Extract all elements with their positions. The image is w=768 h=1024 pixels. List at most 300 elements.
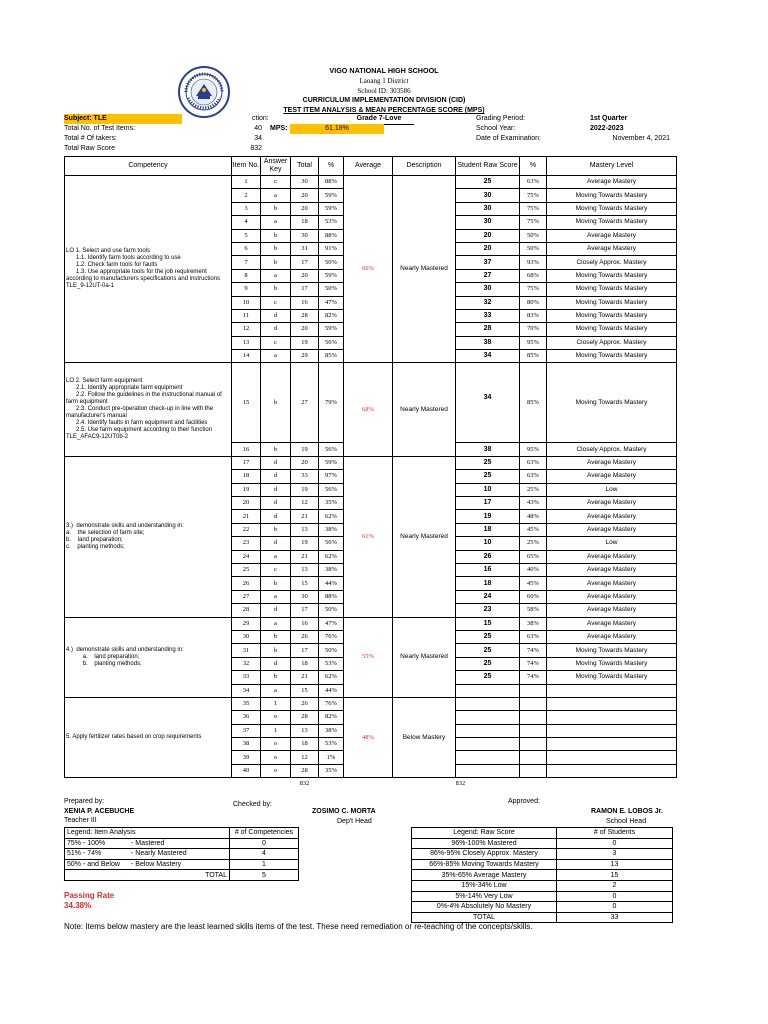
answer-key: 1 (261, 724, 291, 737)
item-total: 12 (291, 497, 319, 510)
col-header: Competency (65, 157, 232, 176)
item-percent: 56% (319, 336, 344, 349)
district-name: Laoang 1 District (359, 77, 409, 85)
item-total: 20 (291, 323, 319, 336)
answer-key: b (261, 242, 291, 255)
item-number: 23 (232, 537, 261, 550)
group-average: 55% (344, 617, 393, 697)
answer-key: a (261, 590, 291, 603)
answer-key: b (261, 644, 291, 657)
answer-key: d (261, 510, 291, 523)
item-percent: 82% (319, 711, 344, 724)
legend-row (412, 859, 673, 870)
student-raw-score: 30 (456, 202, 520, 215)
student-percent: 74% (520, 657, 547, 670)
student-raw-score: 34 (456, 350, 520, 363)
mastery-level: Moving Towards Mastery (547, 283, 677, 296)
student-percent: 38% (520, 617, 547, 630)
student-raw-score (456, 711, 520, 724)
school-name: VIGO NATIONAL HIGH SCHOOL (329, 66, 439, 75)
legend-range: 5%-14% Very Low (412, 891, 557, 902)
item-percent: 59% (319, 269, 344, 282)
answer-key: o (261, 751, 291, 764)
student-percent: 40% (520, 563, 547, 576)
mastery-level: Average Mastery (547, 617, 677, 630)
student-percent: 70% (520, 323, 547, 336)
competency-text: LO 1. Select and use farm tools 1.1. Identify farm tools according to use 1.2. Check farm tools for faults 1.3. Use appropriate tools for the job requirement according to manufacturers specifications and instructions TLE_9-12UT-0a-1 (66, 248, 221, 290)
col-header: Mastery Level (547, 157, 677, 176)
mastery-level (547, 711, 677, 724)
item-percent: 82% (319, 309, 344, 322)
item-total: 21 (291, 671, 319, 684)
student-percent (520, 724, 547, 737)
item-total: 13 (291, 563, 319, 576)
item-number: 13 (232, 336, 261, 349)
item-number: 25 (232, 563, 261, 576)
student-raw-score: 24 (456, 590, 520, 603)
student-raw-score: 30 (456, 189, 520, 202)
competency-cell (65, 697, 232, 777)
group-description: Below Mastery (393, 697, 456, 777)
item-percent: 97% (319, 470, 344, 483)
item-total: 20 (291, 202, 319, 215)
item-total: 30 (291, 229, 319, 242)
mastery-level: Average Mastery (547, 604, 677, 617)
mastery-level: Average Mastery (547, 577, 677, 590)
student-raw-score: 37 (456, 256, 520, 269)
student-raw-score: 38 (456, 336, 520, 349)
student-percent (520, 684, 547, 697)
legend-row (65, 849, 299, 860)
col-header: % (319, 157, 344, 176)
mastery-level: Average Mastery (547, 229, 677, 242)
student-percent: 25% (520, 537, 547, 550)
group-description: Nearly Mastered (393, 456, 456, 617)
legend-row (412, 870, 673, 881)
item-total: 12 (291, 751, 319, 764)
col-header: Description (393, 157, 456, 176)
totals-row (65, 778, 677, 791)
prepared-by-label: Prepared by: (64, 798, 105, 805)
item-number: 31 (232, 644, 261, 657)
legend-row (412, 880, 673, 891)
mastery-level: Moving Towards Mastery (547, 657, 677, 670)
mastery-level: Moving Towards Mastery (547, 644, 677, 657)
item-number: 4 (232, 216, 261, 229)
item-total: 27 (291, 363, 319, 443)
mastery-level: Low (547, 537, 677, 550)
legend-count: 3 (557, 849, 673, 860)
item-total: 16 (291, 296, 319, 309)
mastery-level: Average Mastery (547, 242, 677, 255)
mps-label: MPS: (270, 125, 288, 132)
answer-key: d (261, 456, 291, 469)
item-total: 16 (291, 617, 319, 630)
items-value: 40 (254, 125, 262, 132)
competency-cell (65, 363, 232, 456)
answer-key: a (261, 189, 291, 202)
mastery-level (547, 724, 677, 737)
answer-key: c (261, 176, 291, 189)
student-raw-score: 34 (456, 363, 520, 443)
item-total: 30 (291, 590, 319, 603)
item-number: 6 (232, 242, 261, 255)
item-total: 30 (291, 176, 319, 189)
legend-count: 2 (557, 880, 673, 891)
student-percent: 63% (520, 470, 547, 483)
mastery-level (547, 697, 677, 710)
student-raw-score (456, 738, 520, 751)
approved-label: Approved: (508, 798, 540, 805)
student-percent (520, 711, 547, 724)
item-percent: 50% (319, 644, 344, 657)
competency-cell (65, 176, 232, 363)
item-number: 34 (232, 684, 261, 697)
student-percent: 95% (520, 443, 547, 456)
student-raw-score: 25 (456, 456, 520, 469)
legend-total-label: TOTAL (65, 870, 230, 881)
legend-item-analysis (64, 827, 299, 881)
item-total: 13 (291, 724, 319, 737)
item-number: 2 (232, 189, 261, 202)
mastery-level: Average Mastery (547, 590, 677, 603)
student-raw-score: 33 (456, 309, 520, 322)
student-raw-score (456, 684, 520, 697)
item-number: 24 (232, 550, 261, 563)
item-number: 26 (232, 577, 261, 590)
student-raw-score: 18 (456, 577, 520, 590)
answer-key: d (261, 537, 291, 550)
student-percent: 74% (520, 671, 547, 684)
item-percent: 47% (319, 296, 344, 309)
item-number: 35 (232, 697, 261, 710)
student-raw-score: 10 (456, 537, 520, 550)
blank-cell (65, 778, 291, 791)
answer-key: d (261, 470, 291, 483)
mastery-level: Closely Approx. Mastery (547, 443, 677, 456)
answer-key: b (261, 671, 291, 684)
item-number: 10 (232, 296, 261, 309)
blank-cell (520, 778, 677, 791)
mastery-level (547, 738, 677, 751)
item-number: 15 (232, 363, 261, 443)
table-header-row (65, 157, 677, 176)
item-number: 27 (232, 590, 261, 603)
document-header (0, 66, 768, 116)
item-number: 17 (232, 456, 261, 469)
item-number: 28 (232, 604, 261, 617)
student-percent: 45% (520, 523, 547, 536)
item-total: 17 (291, 604, 319, 617)
item-total: 18 (291, 657, 319, 670)
item-total: 17 (291, 283, 319, 296)
legend-count: 4 (230, 849, 299, 860)
item-percent: 44% (319, 577, 344, 590)
student-percent: 45% (520, 577, 547, 590)
exam-date-value: November 4, 2021 (612, 135, 670, 142)
student-percent: 95% (520, 336, 547, 349)
item-analysis-table-wrap (64, 156, 676, 791)
item-percent: 59% (319, 202, 344, 215)
student-raw-score: 30 (456, 216, 520, 229)
answer-key: c (261, 563, 291, 576)
item-percent: 47% (319, 617, 344, 630)
student-percent (520, 764, 547, 777)
answer-key: b (261, 443, 291, 456)
col-header: Item No. (232, 157, 261, 176)
mastery-level: Closely Approx. Mastery (547, 256, 677, 269)
legend-header-row (65, 828, 299, 839)
item-total: 29 (291, 350, 319, 363)
mastery-level: Moving Towards Mastery (547, 189, 677, 202)
item-number: 30 (232, 630, 261, 643)
student-raw-score: 26 (456, 550, 520, 563)
exam-date-label: Date of Examination: (476, 135, 541, 142)
col-header: Student Raw Score (456, 157, 520, 176)
item-total: 17 (291, 256, 319, 269)
answer-key: d (261, 657, 291, 670)
item-percent: 35% (319, 497, 344, 510)
answer-key: b (261, 363, 291, 443)
item-number: 33 (232, 671, 261, 684)
legend-row (65, 838, 299, 849)
legend-header: Legend: Raw Score (412, 828, 557, 839)
group-description: Nearly Mastered (393, 176, 456, 363)
answer-key: b (261, 283, 291, 296)
student-raw-score: 16 (456, 563, 520, 576)
item-percent: 76% (319, 630, 344, 643)
item-total: 19 (291, 336, 319, 349)
competency-cell (65, 456, 232, 617)
item-total: 33 (291, 470, 319, 483)
student-raw-score: 19 (456, 510, 520, 523)
answer-key: a (261, 350, 291, 363)
student-raw-score: 27 (456, 269, 520, 282)
col-header: Answer Key (261, 157, 291, 176)
legend-raw-score (411, 827, 673, 923)
blank-cell (319, 778, 456, 791)
legend-row (65, 859, 299, 870)
student-percent: 68% (520, 269, 547, 282)
legend-header-count: # of Students (557, 828, 673, 839)
item-analysis-table (64, 156, 677, 791)
item-total: 26 (291, 697, 319, 710)
mastery-level: Average Mastery (547, 510, 677, 523)
item-number: 21 (232, 510, 261, 523)
item-percent: 44% (319, 684, 344, 697)
legend-count: 15 (557, 870, 673, 881)
total-item-scores: 832 (291, 778, 319, 791)
item-total: 20 (291, 456, 319, 469)
mastery-level: Average Mastery (547, 563, 677, 576)
group-average: 68% (344, 363, 393, 456)
answer-key: a (261, 550, 291, 563)
legend-range: 96%-100% Mastered (412, 838, 557, 849)
checked-by-label: Checked by: (233, 801, 272, 808)
group-description: Nearly Mastered (393, 363, 456, 456)
item-number: 37 (232, 724, 261, 737)
item-percent: 50% (319, 256, 344, 269)
item-total: 15 (291, 684, 319, 697)
student-percent: 58% (520, 604, 547, 617)
table-row (65, 697, 677, 710)
student-raw-score: 25 (456, 470, 520, 483)
legend-total-value: 5 (230, 870, 299, 881)
student-raw-score: 32 (456, 296, 520, 309)
item-percent: 38% (319, 724, 344, 737)
items-label: Total No. of Test Items: (64, 125, 136, 132)
legend-count: 0 (557, 838, 673, 849)
item-total: 20 (291, 269, 319, 282)
student-raw-score: 15 (456, 617, 520, 630)
item-percent: 35% (319, 764, 344, 777)
item-percent: 56% (319, 443, 344, 456)
item-percent: 50% (319, 283, 344, 296)
legend-count: 0 (230, 838, 299, 849)
approved-name: RAMON E. LOBOS Jr. (591, 808, 663, 815)
item-percent: 62% (319, 671, 344, 684)
item-number: 16 (232, 443, 261, 456)
student-raw-score: 30 (456, 283, 520, 296)
student-raw-score: 28 (456, 323, 520, 336)
item-total: 28 (291, 711, 319, 724)
student-raw-score: 20 (456, 242, 520, 255)
student-percent: 25% (520, 483, 547, 496)
legend-row (412, 902, 673, 913)
item-percent: 62% (319, 510, 344, 523)
item-number: 8 (232, 269, 261, 282)
item-number: 12 (232, 323, 261, 336)
item-total: 20 (291, 189, 319, 202)
student-percent (520, 751, 547, 764)
legend-level: - Below Mastery (129, 859, 230, 870)
mastery-level: Average Mastery (547, 176, 677, 189)
school-year-value: 2022-2023 (590, 125, 624, 132)
answer-key: 1 (261, 697, 291, 710)
group-description: Nearly Mastered (393, 617, 456, 697)
competency-text: LO 2. Select farm equipment 2.1. Identify appropriate farm equipment 2.2. Follow the guidelines in the instructional manual of farm equipment 2.3. Conduct pre-operation check-up in line with the manufacturer's manual 2.4. Identify faults in farm equipment and facilities 2.5. Use farm equipment according to their function TLE_AFAC9-12UT0b-2 (66, 378, 222, 441)
student-percent (520, 697, 547, 710)
mastery-level: Average Mastery (547, 470, 677, 483)
legend-count: 0 (557, 891, 673, 902)
mastery-level: Moving Towards Mastery (547, 216, 677, 229)
section-label: ction: (252, 115, 269, 122)
legend-count: 1 (230, 859, 299, 870)
legend-range: 35%-65% Average Mastery (412, 870, 557, 881)
item-total: 21 (291, 550, 319, 563)
table-row (65, 176, 677, 189)
legend-range: 15%-34% Low (412, 880, 557, 891)
item-percent: 59% (319, 456, 344, 469)
item-total: 19 (291, 443, 319, 456)
item-percent: 91% (319, 242, 344, 255)
item-number: 7 (232, 256, 261, 269)
item-percent: 56% (319, 483, 344, 496)
mastery-level: Moving Towards Mastery (547, 269, 677, 282)
student-percent: 75% (520, 202, 547, 215)
grading-period-label: Grading Period: (476, 115, 526, 122)
student-raw-score (456, 764, 520, 777)
competency-text: 3.) demonstrate skills and understanding in: a. the selection of farm site; b. land preparation; c. planting methods; (66, 522, 184, 550)
legend-range: 50% - and Below (65, 859, 130, 870)
raw-score-label: Total Raw Score (64, 145, 115, 152)
item-total: 18 (291, 216, 319, 229)
division-name: CURRICULUM IMPLEMENTATION DIVISION (CID) (302, 97, 466, 104)
item-percent: 88% (319, 176, 344, 189)
item-number: 3 (232, 202, 261, 215)
student-percent: 48% (520, 510, 547, 523)
legend-header: Legend: Item Analysis (65, 828, 230, 839)
checked-by-title: Dep't Head (337, 818, 372, 825)
item-total: 15 (291, 577, 319, 590)
item-total: 26 (291, 630, 319, 643)
legend-range: 86%-95% Closely Approx. Mastery (412, 849, 557, 860)
legend-range: 75% - 100% (65, 838, 130, 849)
col-header: % (520, 157, 547, 176)
item-percent: 76% (319, 697, 344, 710)
approved-title: School Head (606, 818, 647, 825)
answer-key: b (261, 523, 291, 536)
student-percent: 75% (520, 216, 547, 229)
document-title: TEST ITEM ANALYSIS & MEAN PERCENTAGE SCORE (MPS) (283, 107, 485, 114)
item-number: 22 (232, 523, 261, 536)
legend-level: - Nearly Mastered (129, 849, 230, 860)
student-percent (520, 738, 547, 751)
item-number: 29 (232, 617, 261, 630)
legend-total-row (65, 870, 299, 881)
student-raw-score: 25 (456, 657, 520, 670)
student-raw-score: 25 (456, 644, 520, 657)
mastery-level: Average Mastery (547, 523, 677, 536)
answer-key: o (261, 738, 291, 751)
mastery-level: Closely Approx. Mastery (547, 336, 677, 349)
item-number: 39 (232, 751, 261, 764)
legend-row (412, 838, 673, 849)
school-year-label: School Year: (476, 125, 516, 132)
group-average: 61% (344, 456, 393, 617)
student-percent: 50% (520, 242, 547, 255)
competency-cell (65, 617, 232, 697)
legend-range: 51% - 74% (65, 849, 130, 860)
item-percent: 59% (319, 189, 344, 202)
item-percent: 38% (319, 523, 344, 536)
grading-period-value: 1st Quarter (590, 115, 628, 122)
legend-total-label: TOTAL (412, 912, 557, 923)
answer-key: o (261, 764, 291, 777)
checked-by-name: ZOSIMO C. MORTA (312, 808, 376, 815)
mastery-level: Moving Towards Mastery (547, 309, 677, 322)
item-percent: 56% (319, 537, 344, 550)
item-number: 32 (232, 657, 261, 670)
raw-score-value: 832 (250, 145, 262, 152)
answer-key: b (261, 229, 291, 242)
legend-header-count: # of Competencies (230, 828, 299, 839)
student-raw-score: 18 (456, 523, 520, 536)
student-percent: 60% (520, 590, 547, 603)
col-header: Average (344, 157, 393, 176)
total-student-scores: 832 (456, 778, 520, 791)
takers-value: 34 (254, 135, 262, 142)
mastery-level (547, 764, 677, 777)
item-total: 31 (291, 242, 319, 255)
passing-rate-label: Passing Rate (64, 891, 115, 900)
student-raw-score: 23 (456, 604, 520, 617)
legend-level: - Mastered (129, 838, 230, 849)
item-percent: 88% (319, 229, 344, 242)
student-percent: 50% (520, 229, 547, 242)
item-percent: 53% (319, 216, 344, 229)
student-raw-score: 38 (456, 443, 520, 456)
